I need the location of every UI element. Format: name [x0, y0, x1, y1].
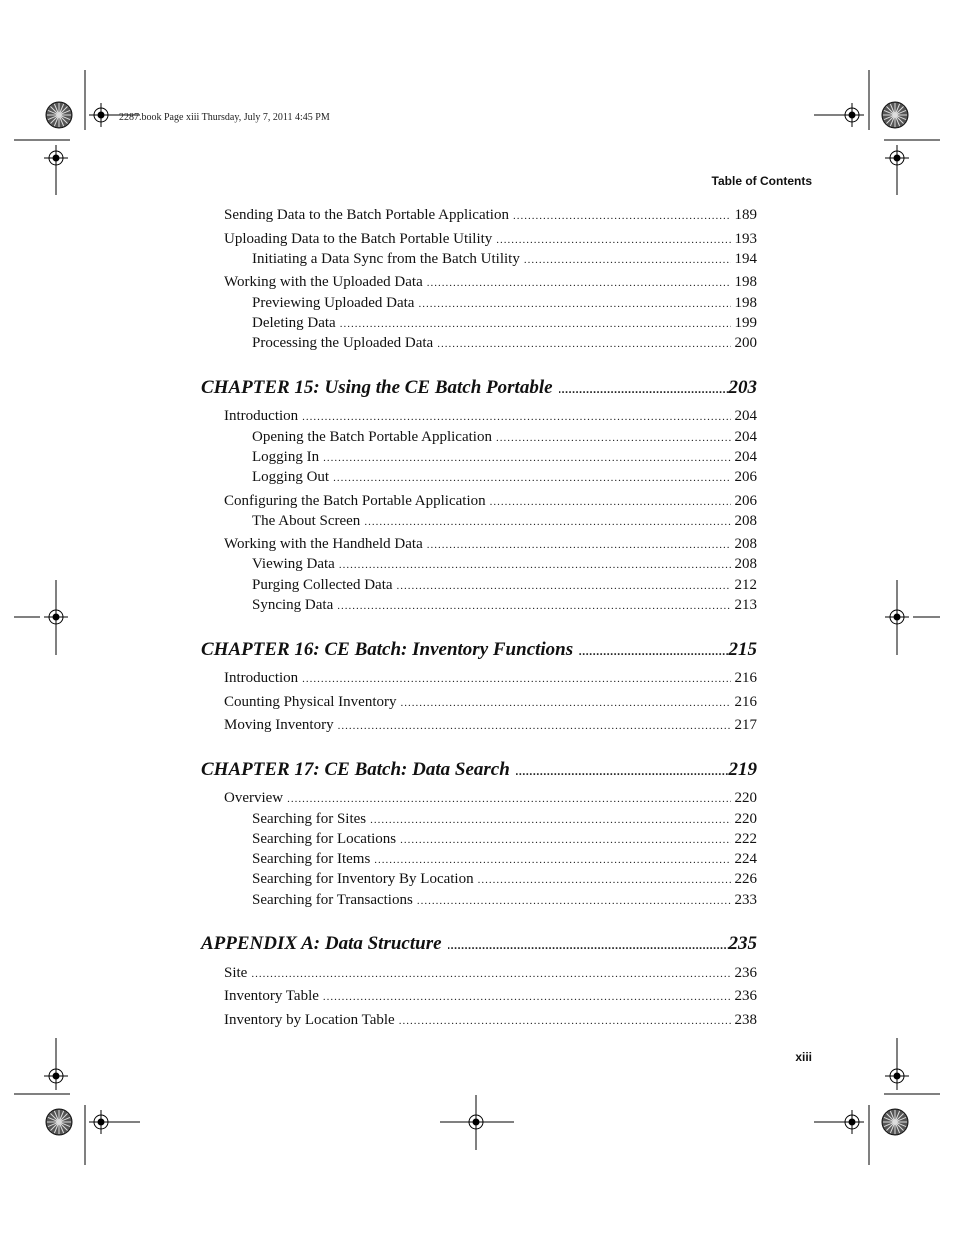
- dot-leader: [339, 556, 731, 574]
- page-number: xiii: [795, 1050, 812, 1064]
- toc-entry[interactable]: [252, 891, 757, 910]
- dot-leader: [323, 449, 730, 467]
- toc-entry-title: Working with the Handheld Data: [224, 536, 423, 552]
- toc-entry-page: 233: [734, 892, 757, 908]
- dot-leader: [516, 760, 729, 782]
- toc-entry-title: Logging In: [252, 449, 320, 465]
- toc-entry[interactable]: [224, 693, 757, 712]
- dot-leader: [400, 831, 730, 849]
- dot-leader: [437, 335, 730, 353]
- toc-entry-page: 220: [734, 811, 757, 827]
- toc-entry-title: Introduction: [224, 408, 299, 424]
- dot-leader: [401, 694, 731, 712]
- toc-entry[interactable]: [252, 294, 757, 313]
- toc-entry-page: 193: [734, 231, 757, 247]
- toc-entry[interactable]: [252, 810, 757, 829]
- toc-entry-title: Syncing Data: [252, 597, 334, 613]
- toc-entry-title: Opening the Batch Portable Application: [252, 429, 492, 445]
- toc-entry-page: 216: [734, 694, 757, 710]
- toc-chapter-entry[interactable]: [201, 639, 757, 662]
- toc-entry-title: Inventory Table: [224, 988, 319, 1004]
- dot-leader: [340, 315, 731, 333]
- dot-leader: [496, 429, 731, 447]
- toc-entry[interactable]: [224, 964, 757, 983]
- dot-leader: [302, 408, 730, 426]
- toc-entry-title: Processing the Uploaded Data: [252, 335, 434, 351]
- dot-leader: [559, 378, 729, 400]
- toc-entry-page: 198: [734, 295, 757, 311]
- dot-leader: [448, 934, 729, 956]
- dot-leader: [524, 251, 731, 269]
- dot-leader: [478, 871, 731, 889]
- toc-entry[interactable]: [252, 334, 757, 353]
- dot-leader: [427, 274, 731, 292]
- toc-entry-title: Configuring the Batch Portable Application: [224, 493, 486, 509]
- toc-entry-title: Sending Data to the Batch Portable Application: [224, 207, 509, 223]
- toc-chapter-entry[interactable]: [201, 377, 757, 400]
- toc-entry[interactable]: [224, 407, 757, 426]
- toc-entry[interactable]: [224, 230, 757, 249]
- dot-leader: [287, 790, 730, 808]
- toc-entry-page: 204: [734, 408, 757, 424]
- toc-entry-title: Purging Collected Data: [252, 577, 393, 593]
- toc-entry-title: Working with the Uploaded Data: [224, 274, 423, 290]
- dot-leader: [490, 493, 731, 511]
- toc-entry-title: CHAPTER 15: Using the CE Batch Portable: [201, 377, 553, 398]
- toc-entry-page: 236: [734, 988, 757, 1004]
- toc-entry-page: 215: [728, 639, 757, 660]
- toc-entry-page: 208: [734, 513, 757, 529]
- toc-entry-page: 199: [734, 315, 757, 331]
- toc-entry-title: The About Screen: [252, 513, 361, 529]
- toc-entry-page: 206: [734, 493, 757, 509]
- toc-entry-page: 208: [734, 556, 757, 572]
- toc-entry-page: 236: [734, 965, 757, 981]
- toc-entry[interactable]: [224, 1011, 757, 1030]
- toc-entry-page: 203: [728, 377, 757, 398]
- toc-entry-title: Moving Inventory: [224, 717, 334, 733]
- print-slug: 2287.book Page xiii Thursday, July 7, 2011 4:45 PM: [119, 112, 330, 123]
- toc-entry[interactable]: [252, 576, 757, 595]
- dot-leader: [374, 851, 730, 869]
- toc-entry[interactable]: [224, 716, 757, 735]
- toc-entry-page: 217: [734, 717, 757, 733]
- toc-entry[interactable]: [252, 314, 757, 333]
- toc-entry-page: 189: [734, 207, 757, 223]
- toc-entry-title: CHAPTER 16: CE Batch: Inventory Functions: [201, 639, 574, 660]
- toc-entry-page: 204: [734, 429, 757, 445]
- toc-entry-page: 226: [734, 871, 757, 887]
- toc-entry[interactable]: [224, 492, 757, 511]
- toc-entry-title: Overview: [224, 790, 284, 806]
- dot-leader: [513, 207, 731, 225]
- toc-entry[interactable]: [224, 535, 757, 554]
- toc-entry-page: 206: [734, 469, 757, 485]
- toc-entry-title: Initiating a Data Sync from the Batch Utility: [252, 251, 520, 267]
- running-head: Table of Contents: [711, 174, 812, 188]
- dot-leader: [370, 811, 730, 829]
- toc-entry-page: 220: [734, 790, 757, 806]
- toc-entry[interactable]: [252, 555, 757, 574]
- toc-entry-page: 194: [734, 251, 757, 267]
- toc-entry-page: 216: [734, 670, 757, 686]
- toc-entry-page: 213: [734, 597, 757, 613]
- dot-leader: [418, 295, 730, 313]
- toc-entry-title: Previewing Uploaded Data: [252, 295, 415, 311]
- dot-leader: [427, 536, 731, 554]
- toc-entry-page: 219: [728, 759, 757, 780]
- dot-leader: [302, 670, 730, 688]
- toc-entry-title: Searching for Sites: [252, 811, 367, 827]
- toc-entry[interactable]: [252, 428, 757, 447]
- toc-entry-title: CHAPTER 17: CE Batch: Data Search: [201, 759, 510, 780]
- toc-entry-page: 204: [734, 449, 757, 465]
- toc-entry-title: Searching for Inventory By Location: [252, 871, 474, 887]
- toc-entry-title: Inventory by Location Table: [224, 1012, 395, 1028]
- toc-entry-page: 212: [734, 577, 757, 593]
- toc-entry-title: Searching for Transactions: [252, 892, 413, 908]
- dot-leader: [417, 892, 731, 910]
- dot-leader: [323, 988, 731, 1006]
- toc-chapter-entry[interactable]: [201, 933, 757, 956]
- toc-entry-page: 198: [734, 274, 757, 290]
- dot-leader: [333, 469, 730, 487]
- toc-entry[interactable]: [252, 850, 757, 869]
- toc-entry[interactable]: [224, 789, 757, 808]
- toc-entry-page: 222: [734, 831, 757, 847]
- toc-entry-page: 200: [734, 335, 757, 351]
- toc-entry[interactable]: [252, 512, 757, 531]
- toc-entry-title: Logging Out: [252, 469, 330, 485]
- toc-entry[interactable]: [224, 669, 757, 688]
- toc-entry[interactable]: [252, 448, 757, 467]
- dot-leader: [579, 640, 728, 662]
- dot-leader: [251, 965, 730, 983]
- toc-entry-title: Introduction: [224, 670, 299, 686]
- toc-entry-page: 224: [734, 851, 757, 867]
- toc-entry-title: Deleting Data: [252, 315, 336, 331]
- toc-entry-page: 208: [734, 536, 757, 552]
- toc-entry[interactable]: [252, 468, 757, 487]
- toc-entry[interactable]: [252, 596, 757, 615]
- toc-entry-title: Searching for Items: [252, 851, 371, 867]
- toc-entry-page: 235: [728, 933, 757, 954]
- dot-leader: [364, 513, 730, 531]
- toc-entry[interactable]: [224, 987, 757, 1006]
- toc-entry-title: Counting Physical Inventory: [224, 694, 397, 710]
- toc-entry[interactable]: [252, 250, 757, 269]
- toc-entry-title: Uploading Data to the Batch Portable Utility: [224, 231, 493, 247]
- dot-leader: [338, 717, 731, 735]
- toc-entry-title: Site: [224, 965, 248, 981]
- toc-entry-page: 238: [734, 1012, 757, 1028]
- dot-leader: [399, 1012, 731, 1030]
- toc-entry-title: APPENDIX A: Data Structure: [201, 933, 442, 954]
- toc-entry-title: Viewing Data: [252, 556, 335, 572]
- dot-leader: [397, 577, 731, 595]
- toc-chapter-entry[interactable]: [201, 759, 757, 782]
- dot-leader: [337, 597, 730, 615]
- toc-entry[interactable]: [224, 206, 757, 225]
- toc-entry-title: Searching for Locations: [252, 831, 397, 847]
- toc-entry[interactable]: [224, 273, 757, 292]
- toc-entry[interactable]: [252, 830, 757, 849]
- toc-entry[interactable]: [252, 870, 757, 889]
- dot-leader: [496, 231, 730, 249]
